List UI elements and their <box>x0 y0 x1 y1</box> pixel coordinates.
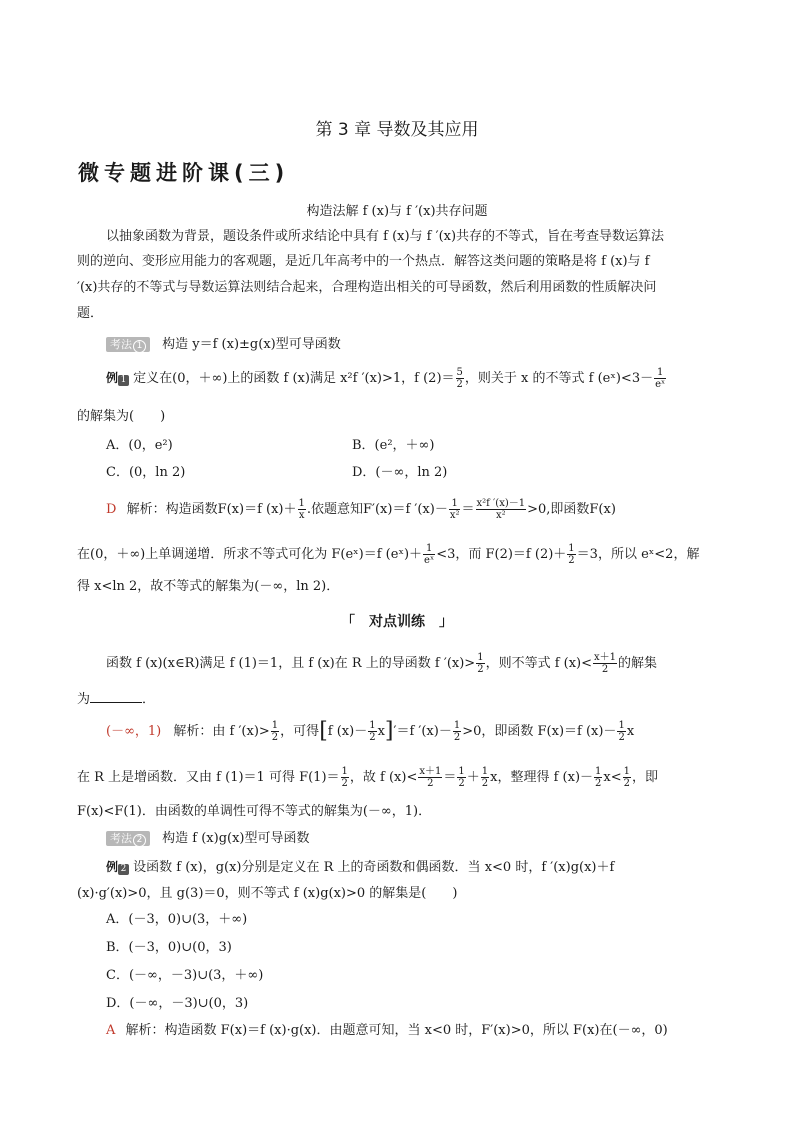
example-1-question-end: 的解集为( ) <box>77 409 166 424</box>
answer-blank <box>90 690 142 703</box>
option-d: D．(－∞，ln 2) <box>352 465 448 480</box>
option-a: A．(0，e²) <box>106 438 173 453</box>
example-number-badge: 2 <box>118 864 129 875</box>
answer-letter: A <box>106 1023 116 1038</box>
example-2-question-line-2: (x)·g′(x)>0，且 g(3)＝0，则不等式 f (x)g(x)>0 的解集是( ) <box>77 886 458 901</box>
lesson-title: 微专题进阶课(三) <box>78 161 290 185</box>
option-c: C．(0，ln 2) <box>106 465 186 480</box>
example-1-solution-line-1: D 解析：构造函数F(x)＝f (x)＋ $\frac{1}{x}$ .依题意知F′(x)＝f ′(x)－ $\frac{1}{\text{x²}}$ ＝ $\frac{\text{x²f ′(x)－1}}{\text{x²}}$ >0,即函数F(x) <box>106 498 616 521</box>
intro-line-2: 则的逆向、变形应用能力的客观题，是近几年高考中的一个热点．解答这类问题的策略是将 f (x)与 f <box>77 254 650 269</box>
intro-line-4: 题． <box>77 306 104 321</box>
example-1-solution-line-2: 在(0，＋∞)上单调递增．所求不等式可化为 F(eˣ)＝f (eˣ)＋ $\frac{1}{\text{eˣ}}$ <3，而 F(2)＝f (2)＋ $\frac{1}{2}$ ＝3，所以 eˣ<2，解 <box>77 543 700 566</box>
method-tag: 考法 1 <box>106 337 150 352</box>
method-1-title: 构造 y＝f (x)±g(x)型可导函数 <box>162 337 341 352</box>
method-1-heading <box>106 336 341 354</box>
example-2-option-d: D．(－∞，－3)∪(0，3) <box>106 996 249 1011</box>
training-solution-line-2: 在 R 上是增函数．又由 f (1)＝1 可得 F(1)＝ $\frac{1}{2}$ ，故 f (x)< $\frac{x+1}{2}$ ＝ $\frac{1}{2}$ ＋ $\frac{1}{2}$ x，整理得 f (x)－ $\frac{1}{2}$ x< $\frac{1}{2}$ ，即 <box>77 766 659 789</box>
training-answer: (－∞，1) <box>106 724 162 739</box>
example-number-badge: 1 <box>118 375 129 386</box>
example-2-solution: A 解析：构造函数 F(x)＝f (x)·g(x)．由题意可知，当 x<0 时，F′(x)>0，所以 F(x)在(－∞，0) <box>106 1023 668 1038</box>
answer-letter: D <box>106 502 117 517</box>
training-title: 「 对点训练 」 <box>341 614 453 630</box>
example-2-option-c: C．(－∞，－3)∪(3，＋∞) <box>106 968 264 983</box>
method-tag: 考法 2 <box>106 831 150 846</box>
method-2-heading <box>106 830 310 848</box>
training-question: 函数 f (x)(x∈R)满足 f (1)＝1，且 f (x)在 R 上的导函数 f ′(x)> $\frac{1}{2}$ ，则不等式 f (x)< $\frac{x+1}{2}$ 的解集 <box>106 652 658 675</box>
training-question-end: 为 ． <box>77 692 156 707</box>
example-1-solution-line-3: 得 x<ln 2，故不等式的解集为(－∞，ln 2)． <box>77 579 340 594</box>
example-1-question: 例 1 定义在(0，＋∞)上的函数 f (x)满足 x²f ′(x)>1，f (2)＝ $\frac{5}{2}$ ，则关于 x 的不等式 f (eˣ)<3－ $\frac{1}{\text{eˣ}}$ <box>106 367 666 390</box>
example-2-question-line-1: 例 2 设函数 f (x)，g(x)分别是定义在 R 上的奇函数和偶函数．当 x<0 时，f ′(x)g(x)＋f <box>106 860 615 875</box>
intro-line-3: ′(x)共存的不等式与导数运算法则结合起来，合理构造出相关的可导函数，然后利用函数的性质解决问 <box>77 280 657 295</box>
training-solution-line-1: (－∞，1) 解析：由 f ′(x)> $\frac{1}{2}$ ，可得[f (x)－ $\frac{1}{2}$ x]′＝f ′(x)－ $\frac{1}{2}$ >0，即函数 F(x)＝f (x)－ $\frac{1}{2}$ x <box>106 718 635 744</box>
method-2-title: 构造 f (x)g(x)型可导函数 <box>162 831 310 846</box>
chapter-title: 第 3 章 导数及其应用 <box>315 120 479 140</box>
intro-line-1: 以抽象函数为背景，题设条件或所求结论中具有 f (x)与 f ′(x)共存的不等式，旨在考查导数运算法 <box>106 229 665 244</box>
training-solution-line-3: F(x)<F(1)．由函数的单调性可得不等式的解集为(－∞，1)． <box>77 804 432 819</box>
example-2-option-b: B．(－3，0)∪(0，3) <box>106 940 232 955</box>
topic-title: 构造法解 f (x)与 f ′(x)共存问题 <box>306 204 488 219</box>
option-b: B．(e²，＋∞) <box>352 438 435 453</box>
example-2-option-a: A．(－3，0)∪(3，＋∞) <box>106 912 248 927</box>
